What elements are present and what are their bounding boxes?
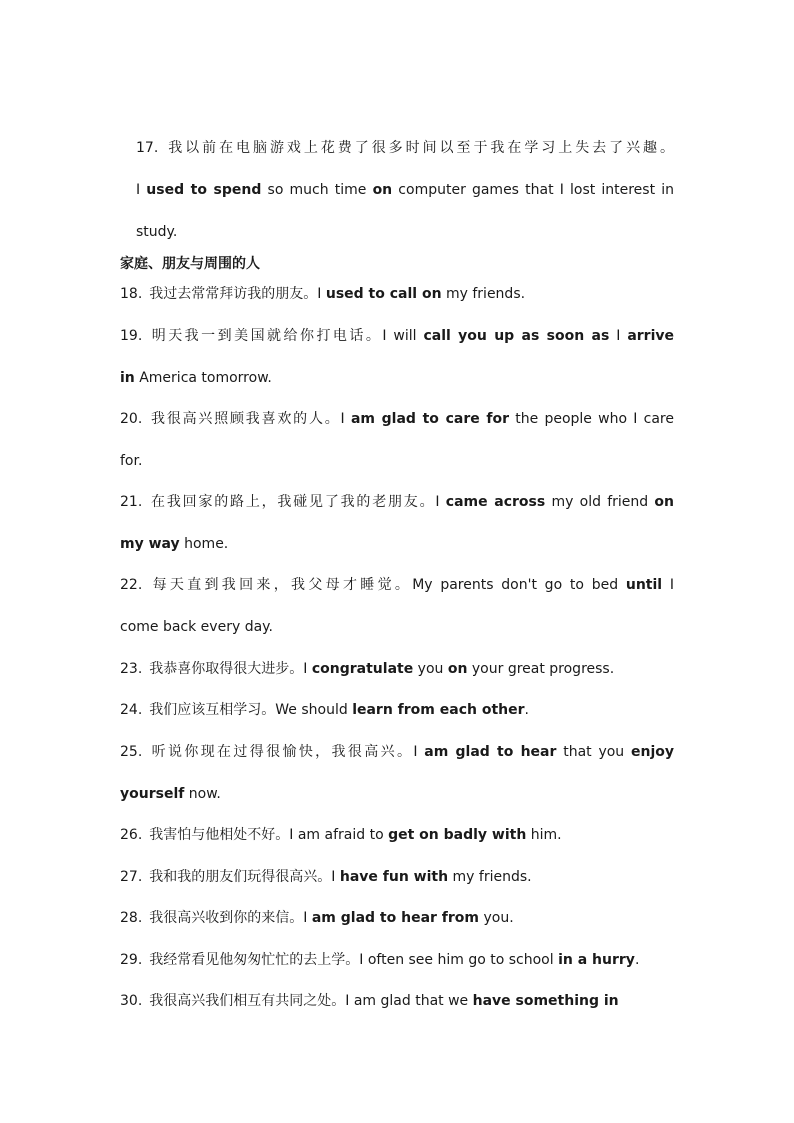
sentence-text: 我们应该互相学习。We should <box>149 702 353 718</box>
item-number: 28. <box>120 910 143 926</box>
sentence-item <box>136 127 674 253</box>
sentence-text: 我经常看见他匆匆忙忙的去上学。I often see him go to school <box>149 952 559 968</box>
sentence-item <box>120 315 674 399</box>
sentence-line <box>120 357 674 399</box>
item-number: 30. <box>120 993 143 1009</box>
sentence-text: your great progress. <box>467 661 615 677</box>
key-phrase: on <box>372 182 393 198</box>
sentence-line <box>120 481 674 523</box>
sentence-text: 我和我的朋友们玩得很高兴。I <box>149 869 340 885</box>
sentence-line <box>120 773 674 815</box>
sentence-line <box>120 731 674 773</box>
item-number: 22. <box>120 577 143 593</box>
sentence-text: . <box>524 702 529 718</box>
item-number: 17. <box>136 140 159 156</box>
sentence-line <box>120 523 674 565</box>
sentence-text: that you <box>556 744 631 760</box>
key-phrase: on <box>447 661 468 677</box>
item-number: 27. <box>120 869 143 885</box>
key-phrase: on <box>654 494 675 510</box>
sentence-text: my friends. <box>441 286 526 302</box>
key-phrase: enjoy <box>630 744 674 760</box>
sentence-item <box>120 980 674 1022</box>
key-phrase: am glad to hear from <box>311 910 480 926</box>
sentence-text: the people who I care <box>509 411 674 427</box>
sentence-item <box>120 398 674 482</box>
sentence-text: 我以前在电脑游戏上花费了很多时间以至于我在学习上失去了兴趣。 <box>165 140 674 156</box>
sentence-text: for. <box>120 453 143 469</box>
item-number: 23. <box>120 661 143 677</box>
key-phrase: arrive <box>627 328 674 344</box>
sentence-text: study. <box>136 224 178 240</box>
sentence-text: 每天直到我回来，我父母才睡觉。My parents don't go to bed <box>149 577 626 593</box>
sentence-text: my old friend <box>545 494 655 510</box>
sentence-item <box>120 897 674 939</box>
key-phrase: in <box>120 370 135 386</box>
sentence-item <box>120 939 674 981</box>
sentence-item <box>120 689 674 731</box>
key-phrase: am glad to hear <box>424 744 557 760</box>
sentence-text: now. <box>184 786 221 802</box>
sentence-line <box>120 897 674 939</box>
sentence-text: I <box>136 182 147 198</box>
key-phrase: am glad to care for <box>350 411 509 427</box>
sentence-line <box>120 606 674 648</box>
sentence-text: 在我回家的路上，我碰见了我的老朋友。I <box>149 494 446 510</box>
sentence-item <box>120 273 674 315</box>
sentence-text: America tomorrow. <box>134 370 272 386</box>
key-phrase: in a hurry <box>558 952 635 968</box>
sentence-item <box>120 731 674 815</box>
sentence-item <box>120 814 674 856</box>
key-phrase: get on badly with <box>388 827 527 843</box>
item-number: 26. <box>120 827 143 843</box>
sentence-text: 我恭喜你取得很大进步。I <box>149 661 312 677</box>
sentence-line <box>120 440 674 482</box>
sentence-text: home. <box>179 536 229 552</box>
sentence-line <box>120 980 674 1022</box>
item-number: 25. <box>120 744 143 760</box>
sentence-text: my friends. <box>448 869 532 885</box>
sentence-line <box>120 273 674 315</box>
sentence-line <box>120 939 674 981</box>
sentence-text: 我很高兴收到你的来信。I <box>149 910 312 926</box>
key-phrase: until <box>625 577 663 593</box>
item-number: 29. <box>120 952 143 968</box>
sentence-text: I <box>609 328 628 344</box>
sentence-text: 听说你现在过得很愉快，我很高兴。I <box>149 744 425 760</box>
key-phrase: have something in <box>472 993 619 1009</box>
key-phrase: learn from each other <box>352 702 525 718</box>
sentence-line <box>120 856 674 898</box>
key-phrase: have fun with <box>339 869 449 885</box>
sentence-text: . <box>634 952 640 968</box>
sentence-text: you. <box>479 910 514 926</box>
sentence-line <box>136 169 674 211</box>
sentence-item <box>120 564 674 648</box>
item-number: 19. <box>120 328 143 344</box>
sentence-item <box>120 481 674 565</box>
sentence-line <box>136 211 674 253</box>
sentence-text: come back every day. <box>120 619 273 635</box>
sentence-item <box>120 648 674 690</box>
sentence-text: 明天我一到美国就给你打电话。I will <box>149 328 424 344</box>
sentence-line <box>120 564 674 606</box>
sentence-text: 我害怕与他相处不好。I am afraid to <box>149 827 389 843</box>
sentence-text: computer games that I lost interest in <box>392 182 674 198</box>
sentence-line <box>120 398 674 440</box>
key-phrase: used to spend <box>146 182 262 198</box>
sentence-text: 我很高兴照顾我喜欢的人。I <box>149 411 351 427</box>
item-number: 20. <box>120 411 143 427</box>
key-phrase: used to call on <box>325 286 442 302</box>
sentence-item <box>120 856 674 898</box>
sentence-text: I <box>662 577 674 593</box>
sentence-text: him. <box>526 827 562 843</box>
item-number: 18. <box>120 286 143 302</box>
sentence-text: you <box>413 661 448 677</box>
key-phrase: yourself <box>120 786 185 802</box>
sentence-text: 我过去常常拜访我的朋友。I <box>149 286 326 302</box>
key-phrase: congratulate <box>311 661 414 677</box>
sentence-line <box>136 127 674 169</box>
sentence-line <box>120 814 674 856</box>
item-number: 21. <box>120 494 143 510</box>
sentence-line <box>120 648 674 690</box>
sentence-line <box>120 315 674 357</box>
sentence-text: so much time <box>261 182 373 198</box>
key-phrase: my way <box>120 536 180 552</box>
key-phrase: call you up as soon as <box>423 328 610 344</box>
sentence-line <box>120 689 674 731</box>
sentence-text: 我很高兴我们相互有共同之处。I am glad that we <box>149 993 473 1009</box>
section-heading: 家庭、朋友与周围的人 <box>120 256 260 272</box>
key-phrase: came across <box>445 494 546 510</box>
item-number: 24. <box>120 702 143 718</box>
